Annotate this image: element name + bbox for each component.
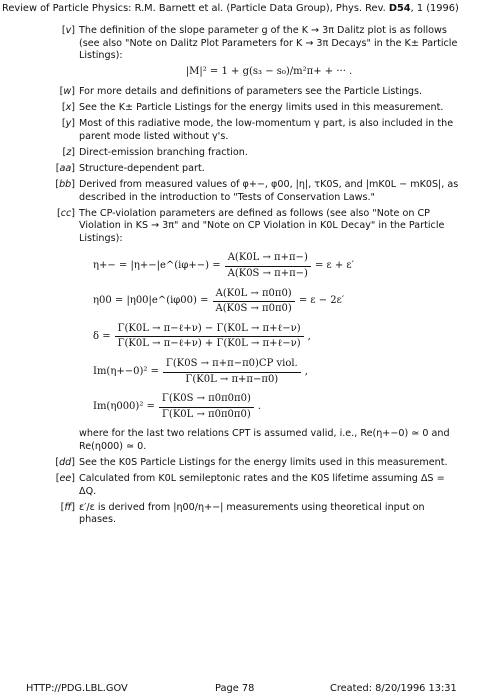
footnote-z bbox=[0, 147, 497, 160]
footnote-text: Structure-dependent part. bbox=[79, 162, 205, 174]
footnote-tag: [dd] bbox=[55, 457, 75, 469]
footnote-text: Calculated from K0L semileptonic rates and the K0S lifetime assuming ΔS = ΔQ. bbox=[79, 473, 445, 497]
footnote-aa bbox=[0, 163, 497, 176]
footnote-text: The definition of the slope parameter g of the K → 3π Dalitz plot is as follows (see also "Note on Dalitz Plot Parameters for K → 3π Decays" in the K± Particle Listings): bbox=[79, 25, 458, 62]
equation-rhs: = ε + ε′ bbox=[314, 260, 354, 272]
header-journal: Review of Particle Physics: bbox=[2, 3, 132, 14]
equation-lhs: Im(η000)² = bbox=[93, 400, 155, 412]
fraction-denominator: Γ(K0L → π+π−π0) bbox=[185, 373, 279, 385]
footnote-tag: [ee] bbox=[55, 473, 75, 485]
fraction-numerator: Γ(K0S → π+π−π0)CP viol. bbox=[163, 358, 301, 373]
fraction-numerator: Γ(K0L → π−ℓ+ν) − Γ(K0L → π+ℓ−ν) bbox=[115, 323, 304, 338]
fraction-numerator: A(K0L → π+π−) bbox=[225, 252, 311, 267]
footnote-ff bbox=[0, 502, 497, 527]
header-citation: , 1 (1996) bbox=[410, 3, 459, 14]
equation-fraction bbox=[115, 323, 304, 351]
equation-eta-00 bbox=[93, 288, 459, 316]
header-authors: R.M. Barnett et al. (Particle Data Group), Phys. Rev. bbox=[134, 3, 386, 14]
footnote-text: The CP-violation parameters are defined as follows (see also "Note on CP Violation in KS → 3π" and "Note on CP Violation in K0L Decay" in the Particle Listings): bbox=[79, 207, 445, 244]
footer-page-number: Page 78 bbox=[215, 683, 255, 694]
footer-created-date: Created: 8/20/1996 13:31 bbox=[330, 683, 457, 694]
footnote-text: Most of this radiative mode, the low-momentum γ part, is also included in the parent mode listed without γ's. bbox=[79, 118, 454, 142]
footnote-cc bbox=[0, 208, 497, 454]
footnote-dd bbox=[0, 457, 497, 470]
equation-lhs: Im(η+−0)² = bbox=[93, 365, 159, 377]
footnote-tag: [bb] bbox=[55, 178, 75, 190]
footnote-text: Direct-emission branching fraction. bbox=[79, 146, 248, 158]
footnote-y bbox=[0, 118, 497, 143]
footnote-bb bbox=[0, 179, 497, 204]
equation-fraction bbox=[213, 288, 295, 316]
footnote-tag: [v] bbox=[61, 25, 75, 36]
equation-rhs: , bbox=[307, 330, 311, 342]
fraction-numerator: A(K0L → π0π0) bbox=[213, 288, 295, 303]
footnote-text: ε′/ε is derived from |η00/η+−| measurements using theoretical input on phases. bbox=[79, 501, 425, 526]
equation-fraction bbox=[163, 358, 301, 386]
equation-lhs: η00 = |η00|e^(iφ00) = bbox=[93, 295, 209, 307]
footnote-tag: [aa] bbox=[55, 162, 75, 174]
equation-eta-plus-minus bbox=[93, 252, 459, 280]
equation-fraction bbox=[159, 393, 254, 421]
footnote-text: Derived from measured values of φ+−, φ00, |η|, τK0S, and |mK0L − mK0S|, as described in the introduction to "Tests of Conservation Laws." bbox=[79, 178, 459, 203]
equation-lhs: δ = bbox=[93, 330, 111, 342]
equation-delta bbox=[93, 323, 459, 351]
fraction-denominator: Γ(K0L → π0π0π0) bbox=[161, 408, 251, 420]
footnote-x bbox=[0, 102, 497, 115]
fraction-denominator: A(K0S → π0π0) bbox=[215, 303, 292, 315]
footnote-w bbox=[0, 86, 497, 99]
footnote-tag: [ff] bbox=[60, 501, 75, 513]
footnote-tag: [x] bbox=[61, 101, 75, 113]
fraction-numerator: Γ(K0S → π0π0π0) bbox=[159, 393, 254, 408]
equation-im-eta-000 bbox=[93, 393, 459, 421]
footer-url[interactable]: HTTP://PDG.LBL.GOV bbox=[26, 683, 128, 694]
footnote-list bbox=[0, 25, 497, 531]
footnote-tag: [z] bbox=[62, 146, 75, 158]
footnote-v bbox=[0, 25, 497, 82]
footnote-ee bbox=[0, 473, 497, 498]
header-volume: D54 bbox=[388, 3, 411, 14]
equation-fraction bbox=[225, 252, 311, 280]
equation-lhs: η+− = |η+−|e^(iφ+−) = bbox=[93, 260, 221, 272]
fraction-denominator: A(K0S → π+π−) bbox=[227, 268, 308, 279]
footnote-tag: [w] bbox=[59, 85, 75, 97]
footnote-text: For more details and definitions of parameters see the Particle Listings. bbox=[79, 85, 423, 97]
equation-rhs: , bbox=[304, 365, 308, 377]
footnote-tag: [cc] bbox=[56, 207, 75, 219]
footnote-tag: [y] bbox=[61, 118, 75, 130]
fraction-denominator: Γ(K0L → π−ℓ+ν) + Γ(K0L → π+ℓ−ν) bbox=[117, 338, 301, 350]
equation-im-eta-plus-minus-0 bbox=[93, 358, 459, 386]
equation-rhs: = ε − 2ε′ bbox=[298, 295, 345, 307]
dalitz-formula: |M|² = 1 + g(s₃ − s₀)/m²π+ + ··· . bbox=[185, 65, 353, 77]
equation-rhs: . bbox=[257, 400, 262, 412]
footnote-text: See the K0S Particle Listings for the energy limits used in this measurement. bbox=[79, 457, 448, 469]
footnote-text: See the K± Particle Listings for the energy limits used in this measurement. bbox=[79, 101, 444, 113]
page-header bbox=[2, 3, 459, 16]
footnote-text-continued: where for the last two relations CPT is assumed valid, i.e., Re(η+−0) ≃ 0 and Re(η000) ≃ 0. bbox=[79, 428, 450, 452]
